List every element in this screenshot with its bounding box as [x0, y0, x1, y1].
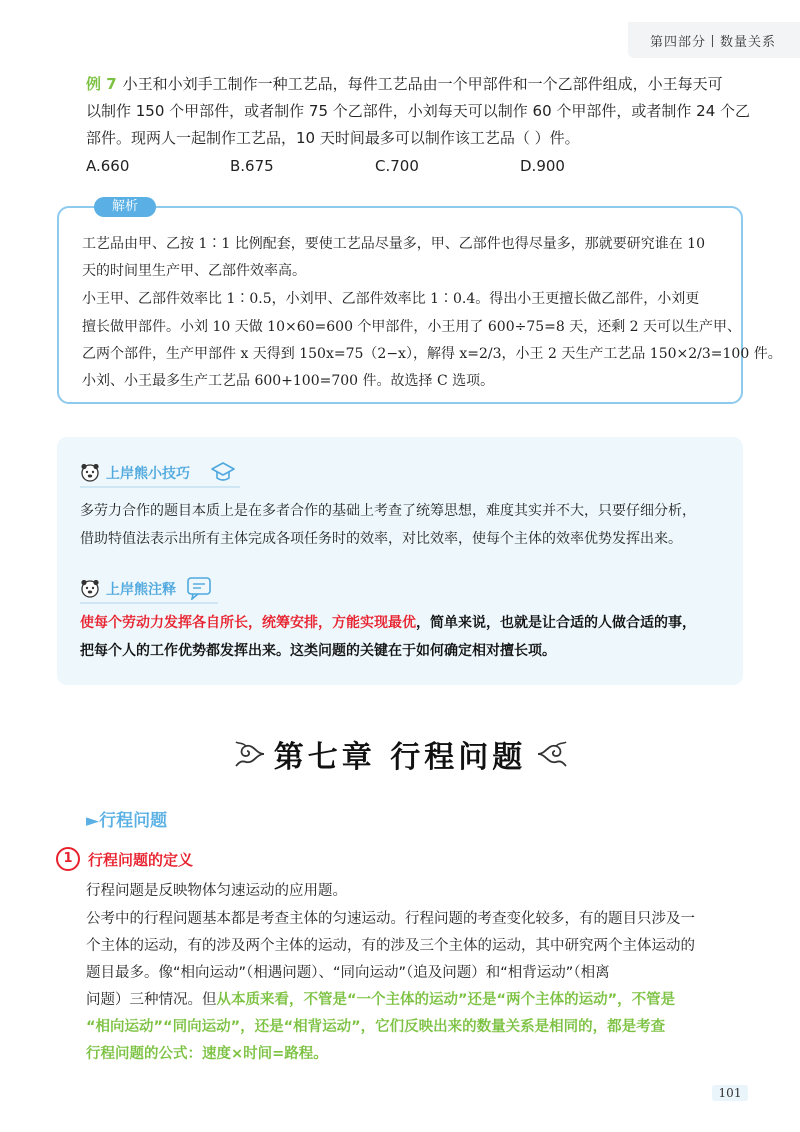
analysis-line-3: 小王甲、乙部件效率比 1∶0.5，小刘甲、乙部件效率比 1∶0.4。得出小王更擅长做乙部件，小刘更: [82, 291, 700, 307]
analysis-line-1: 工艺品由甲、乙按 1∶1 比例配套，要使工艺品尽量多，甲、乙部件也得尽量多，那就要研究谁在 10: [82, 236, 705, 252]
bear-icon: [80, 578, 100, 598]
comment-icon: [186, 576, 212, 600]
tip-title: 上岸熊小技巧: [106, 466, 190, 482]
page-number: 101: [712, 1085, 748, 1101]
body-line-3: 题目最多。像“相向运动”（相遇问题）、“同向运动”（追及问题）和“相背运动”（相离: [86, 965, 610, 981]
analysis-line-4: 擅长做甲部件。小刘 10 天做 10×60=600 个甲部件，小王用了 600÷75=8 天，还剩 2 天可以生产甲、: [82, 319, 742, 335]
example-label: 例 7: [86, 75, 117, 93]
option-d: D.900: [520, 157, 565, 175]
example-line-2: 以制作 150 个甲部件，或者制作 75 个乙部件，小刘每天可以制作 60 个甲部件，或者制作 24 个乙: [86, 102, 751, 120]
note-line-1: [80, 612, 696, 632]
body-p1: 行程问题是反映物体匀速运动的应用题。: [86, 883, 347, 899]
note-red-text: 使每个劳动力发挥各自所长，统筹安排，方能实现最优: [80, 615, 416, 631]
option-b: B.675: [230, 157, 274, 175]
example-text-1: 小王和小刘手工制作一种工艺品，每件工艺品由一个甲部件和一个乙部件组成，小王每天可: [122, 75, 723, 93]
body-line-4-green: 从本质来看，不管是“一个主体的运动”还是“两个主体的运动”，不管是: [216, 992, 676, 1008]
note-title: 上岸熊注释: [106, 582, 176, 598]
tip-line-1: 多劳力合作的题目本质上是在多者合作的基础上考查了统筹思想，难度其实并不大，只要仔细分析，: [80, 503, 696, 519]
analysis-line-6: 小刘、小王最多生产工艺品 600+100=700 件。故选择 C 选项。: [82, 373, 495, 389]
chapter-title: 第七章 行程问题: [273, 740, 527, 775]
body-line-4: [86, 988, 675, 1009]
analysis-line-5: 乙两个部件，生产甲部件 x 天得到 150x=75（2−x），解得 x=2/3，小王 2 天生产工艺品 150×2/3=100 件。: [82, 346, 782, 362]
analysis-line-2: 天的时间里生产甲、乙部件效率高。: [82, 263, 306, 279]
sub-number-badge: 1: [56, 847, 80, 871]
body-line-4-normal: 问题）三种情况。但: [86, 992, 217, 1008]
note-line-2: 把每个人的工作优势都发挥出来。这类问题的关键在于如何确定相对擅长项。: [80, 643, 556, 659]
example-line-1: [86, 73, 723, 95]
option-c: C.700: [375, 157, 419, 175]
tip-title-underline: [80, 486, 240, 488]
body-line-1: 公考中的行程问题基本都是考查主体的匀速运动。行程问题的考查变化较多，有的题目只涉及一: [86, 911, 695, 927]
body-line-2: 个主体的运动，有的涉及两个主体的运动，有的涉及三个主体的运动，其中研究两个主体运动的: [86, 938, 695, 954]
ornament-right-icon: [534, 738, 570, 770]
graduation-cap-icon: [210, 460, 236, 484]
tip-line-2: 借助特值法表示出所有主体完成各项任务时的效率，对比效率，使每个主体的效率优势发挥出来。: [80, 531, 682, 547]
option-a: A.660: [86, 157, 130, 175]
body-green-line-2: 行程问题的公式：速度×时间=路程。: [86, 1046, 328, 1062]
analysis-tag: 解析: [94, 197, 156, 217]
note-title-underline: [80, 602, 218, 604]
example-line-3: 部件。现两人一起制作工艺品，10 天时间最多可以制作该工艺品（ ）件。: [86, 129, 580, 147]
bear-icon: [80, 462, 100, 482]
sub-title: 行程问题的定义: [88, 851, 194, 869]
note-rest-text: ，简单来说，也就是让合适的人做合适的事，: [416, 615, 696, 631]
section-title: ►行程问题: [86, 811, 168, 831]
body-green-line-1: “相向运动”“同向运动”，还是“相背运动”，它们反映出来的数量关系是相同的，都是考查: [86, 1019, 666, 1035]
header-section: 第四部分丨数量关系: [650, 35, 777, 50]
